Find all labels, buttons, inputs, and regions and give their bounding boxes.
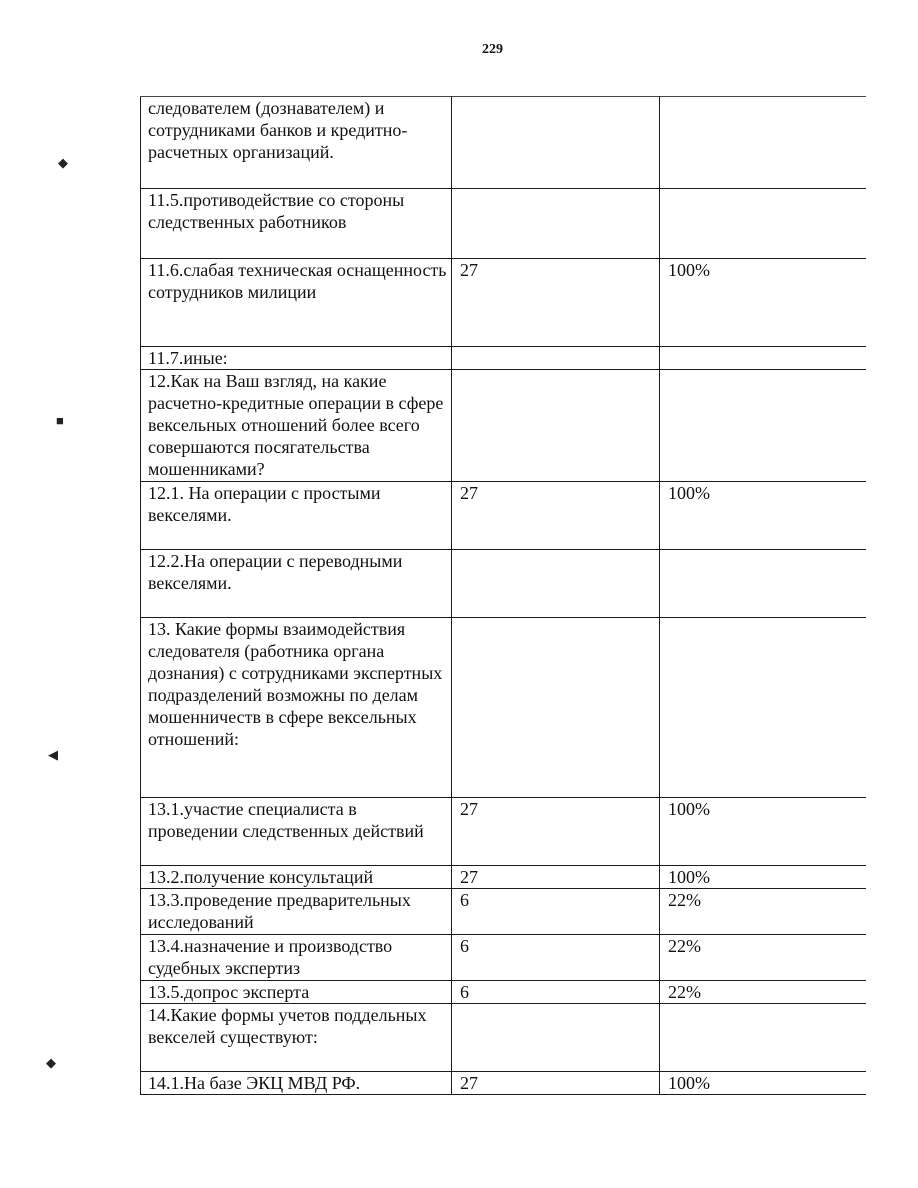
percent-cell: 22% (660, 981, 866, 1004)
percent-cell: 22% (660, 935, 866, 981)
scan-speck: ◆ (46, 1055, 56, 1070)
count-cell: 6 (452, 889, 660, 935)
scan-speck: ■ (56, 413, 64, 428)
table-row (141, 550, 866, 618)
question-cell: 13. Какие формы взаимодействия следователя (работника органа дознания) с сотрудниками экспертных подразделений возможны по делам мошенничеств в сфере вексельных отношений: (141, 618, 452, 798)
percent-cell (660, 97, 866, 189)
percent-cell (660, 550, 866, 618)
survey-table (140, 96, 866, 1095)
count-cell: 27 (452, 1072, 660, 1095)
percent-cell: 22% (660, 889, 866, 935)
question-cell: 11.5.противодействие со стороны следственных работников (141, 189, 452, 259)
count-cell (452, 618, 660, 798)
count-cell (452, 370, 660, 482)
table-row (141, 1072, 866, 1095)
question-cell: 12.2.На операции с переводными векселями. (141, 550, 452, 618)
percent-cell: 100% (660, 482, 866, 550)
table-row (141, 370, 866, 482)
table-row (141, 798, 866, 866)
question-cell: 12.1. На операции с простыми векселями. (141, 482, 452, 550)
scan-speck: ◀ (48, 747, 58, 762)
question-cell: 11.7.иные: (141, 347, 452, 370)
count-cell: 27 (452, 866, 660, 889)
table-row (141, 935, 866, 981)
table-row (141, 189, 866, 259)
question-cell: 12.Как на Ваш взгляд, на какие расчетно-кредитные операции в сфере вексельных отношений более всего совершаются посягательства мошенниками? (141, 370, 452, 482)
count-cell (452, 97, 660, 189)
question-cell: 13.1.участие специалиста в проведении следственных действий (141, 798, 452, 866)
percent-cell (660, 370, 866, 482)
count-cell: 6 (452, 981, 660, 1004)
percent-cell: 100% (660, 259, 866, 347)
question-cell: 13.4.назначение и производство судебных экспертиз (141, 935, 452, 981)
percent-cell: 100% (660, 1072, 866, 1095)
percent-cell (660, 189, 866, 259)
table-row (141, 866, 866, 889)
percent-cell (660, 618, 866, 798)
question-cell: 14.1.На базе ЭКЦ МВД РФ. (141, 1072, 452, 1095)
table-row (141, 482, 866, 550)
percent-cell: 100% (660, 866, 866, 889)
question-cell: 13.2.получение консультаций (141, 866, 452, 889)
question-cell: 13.5.допрос эксперта (141, 981, 452, 1004)
percent-cell (660, 1004, 866, 1072)
percent-cell (660, 347, 866, 370)
page-number: 229 (482, 42, 503, 57)
count-cell (452, 347, 660, 370)
table-row (141, 981, 866, 1004)
question-cell: следователем (дознавателем) и сотрудниками банков и кредитно-расчетных организаций. (141, 97, 452, 189)
table-row (141, 1004, 866, 1072)
count-cell (452, 550, 660, 618)
count-cell: 27 (452, 482, 660, 550)
table-row (141, 889, 866, 935)
count-cell (452, 189, 660, 259)
count-cell: 27 (452, 798, 660, 866)
count-cell (452, 1004, 660, 1072)
question-cell: 13.3.проведение предварительных исследований (141, 889, 452, 935)
count-cell: 6 (452, 935, 660, 981)
table-row (141, 618, 866, 798)
scan-speck: ◆ (58, 155, 68, 170)
count-cell: 27 (452, 259, 660, 347)
table-row (141, 259, 866, 347)
percent-cell: 100% (660, 798, 866, 866)
table-row (141, 347, 866, 370)
question-cell: 11.6.слабая техническая оснащенность сотрудников милиции (141, 259, 452, 347)
question-cell: 14.Какие формы учетов поддельных векселей существуют: (141, 1004, 452, 1072)
table-row (141, 97, 866, 189)
